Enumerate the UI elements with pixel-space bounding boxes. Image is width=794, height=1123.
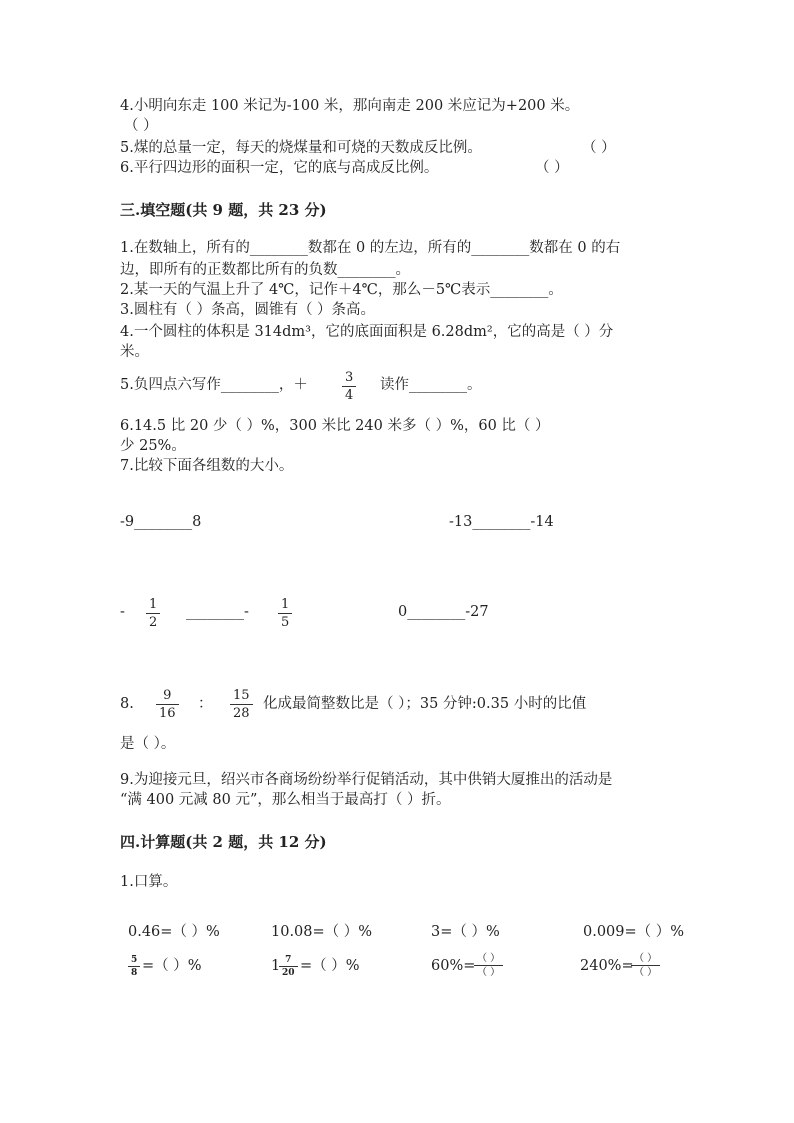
calc-r2c1-fraction bbox=[128, 955, 140, 978]
fraction-denominator: 2 bbox=[149, 615, 158, 630]
fraction-numerator: （ ） bbox=[477, 953, 501, 964]
fill-q2: 2.某一天的气温上升了 4℃，记作＋4℃，那么－5℃表示________。 bbox=[120, 282, 563, 298]
calc-r2c3-fraction bbox=[474, 953, 503, 978]
compare-1: -9________8 bbox=[120, 514, 202, 530]
calc-q1: 1.口算。 bbox=[120, 874, 178, 890]
judge-q4-paren: （ ） bbox=[124, 118, 158, 134]
fraction-numerator: 9 bbox=[163, 688, 172, 703]
calc-r1c3: 3=（ ）% bbox=[431, 924, 500, 940]
fraction-denominator: 8 bbox=[131, 968, 138, 978]
calc-r1c4: 0.009=（ ）% bbox=[583, 924, 685, 940]
compare-4: 0________-27 bbox=[398, 604, 489, 620]
fraction-bar bbox=[342, 386, 356, 387]
fraction-numerator: 7 bbox=[285, 955, 292, 965]
fill-q1-line2: 边，即所有的正数都比所有的负数________。 bbox=[120, 262, 410, 278]
fraction-denominator: （ ） bbox=[634, 967, 658, 978]
fill-q6-line1: 6.14.5 比 20 少（ ）%，300 米比 240 米多（ ）%，60 比（ ） bbox=[120, 418, 550, 434]
fraction-bar bbox=[631, 965, 660, 966]
judge-q4: 4.小明向东走 100 米记为-100 米，那向南走 200 米应记为+200 米。 bbox=[120, 98, 580, 114]
fill-q6-line2: 少 25%。 bbox=[120, 438, 186, 454]
fraction-numerator: 1 bbox=[149, 597, 158, 612]
fraction-numerator: （ ） bbox=[634, 953, 658, 964]
fill-q5-part2: 读作________。 bbox=[380, 377, 482, 393]
judge-q6: 6.平行四边形的面积一定，它的底与高成反比例。 bbox=[120, 160, 439, 176]
fraction-denominator: 5 bbox=[281, 615, 290, 630]
compare-3-fraction-b bbox=[278, 597, 292, 630]
fraction-numerator: 3 bbox=[345, 370, 354, 385]
fill-q3: 3.圆柱有（ ）条高，圆锥有（ ）条高。 bbox=[120, 302, 376, 318]
fraction-denominator: 28 bbox=[233, 706, 250, 721]
fraction-denominator: （ ） bbox=[477, 967, 501, 978]
calc-r2c4-fraction bbox=[631, 953, 660, 978]
calc-r2c2-fraction bbox=[279, 955, 298, 978]
judge-q5-paren: （ ） bbox=[582, 140, 616, 156]
section3-title: 三.填空题(共 9 题，共 23 分) bbox=[120, 201, 327, 219]
compare-3-sign: - bbox=[120, 604, 125, 620]
fill-q8-colon: ： bbox=[198, 696, 213, 712]
fill-q4-line2: 米。 bbox=[120, 344, 149, 360]
fill-q8-line2: 是（ ）。 bbox=[120, 736, 176, 752]
fraction-bar bbox=[278, 613, 292, 614]
fraction-numerator: 15 bbox=[233, 688, 250, 703]
fill-q5-fraction bbox=[342, 370, 356, 403]
fraction-numerator: 5 bbox=[131, 955, 138, 965]
fill-q8-label: 8. bbox=[120, 696, 134, 712]
fill-q5-part1: 5.负四点六写作________，＋ bbox=[120, 377, 308, 393]
fill-q8-fraction-a bbox=[156, 688, 179, 721]
calc-r1c1: 0.46=（ ）% bbox=[128, 924, 220, 940]
fraction-denominator: 4 bbox=[345, 388, 354, 403]
compare-2: -13________-14 bbox=[449, 514, 554, 530]
calc-r1c2: 10.08=（ ）% bbox=[271, 924, 373, 940]
calc-r2c2-tail: =（ ）% bbox=[300, 958, 360, 974]
fraction-bar bbox=[279, 966, 298, 967]
calc-r2c1-tail: =（ ）% bbox=[142, 958, 202, 974]
fill-q8-fraction-b bbox=[230, 688, 253, 721]
section4-title: 四.计算题(共 2 题，共 12 分) bbox=[120, 833, 327, 851]
calc-r2c4-head: 240%= bbox=[580, 958, 634, 974]
compare-3-mid: ________- bbox=[186, 604, 249, 620]
fraction-denominator: 20 bbox=[282, 968, 295, 978]
fraction-numerator: 1 bbox=[281, 597, 290, 612]
calc-r2c3-head: 60%= bbox=[431, 958, 476, 974]
compare-3-fraction-a bbox=[146, 597, 160, 630]
fraction-bar bbox=[156, 704, 179, 705]
fill-q9-line2: “满 400 元减 80 元”，那么相当于最高打（ ）折。 bbox=[120, 792, 451, 808]
judge-q5: 5.煤的总量一定，每天的烧煤量和可烧的天数成反比例。 bbox=[120, 140, 482, 156]
fraction-denominator: 16 bbox=[159, 706, 176, 721]
fraction-bar bbox=[474, 965, 503, 966]
fraction-bar bbox=[128, 966, 140, 967]
fill-q1-line1: 1.在数轴上，所有的________数都在 0 的左边，所有的________数都在 0 的右 bbox=[120, 240, 621, 256]
fill-q7: 7.比较下面各组数的大小。 bbox=[120, 458, 294, 474]
fill-q9-line1: 9.为迎接元旦，绍兴市各商场纷纷举行促销活动，其中供销大厦推出的活动是 bbox=[120, 772, 613, 788]
fill-q8-text: 化成最简整数比是（ ）；35 分钟:0.35 小时的比值 bbox=[263, 696, 587, 712]
fraction-bar bbox=[230, 704, 253, 705]
calc-r2c2-whole: 1 bbox=[271, 958, 281, 974]
fill-q4-line1: 4.一个圆柱的体积是 314dm³，它的底面面积是 6.28dm²，它的高是（ ）分 bbox=[120, 324, 614, 340]
fraction-bar bbox=[146, 613, 160, 614]
judge-q6-paren: （ ） bbox=[535, 160, 569, 176]
